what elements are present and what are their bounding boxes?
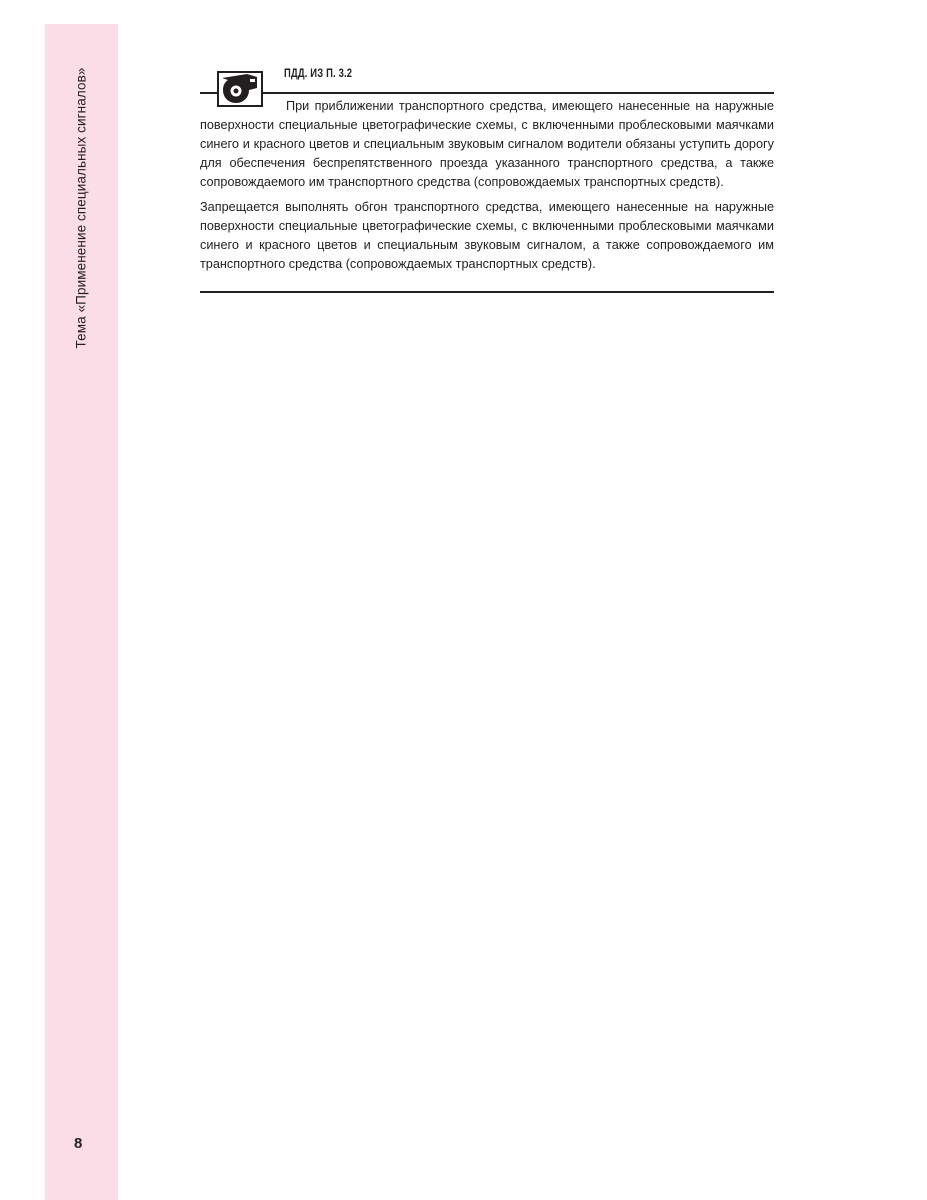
rule-heading: ПДД. ИЗ П. 3.2	[284, 68, 353, 80]
rule-text	[200, 97, 774, 280]
top-rule-right	[263, 92, 774, 94]
rule-paragraph-1: При приближении транспортного средства, имеющего нанесенные на наружные поверхности специальные цветографические схемы, с включенными проблесковыми маячками синего и красного цветов и специальным звуковым сигналом водители обязаны уступить дорогу для обеспечения беспрепятственного проезда указанного транспортного средства, а также сопровождаемого им транспортного средства (сопровождаемых транспортных средств).	[200, 99, 774, 189]
sidebar-topic-title: Тема «Применение специальных сигналов»	[73, 67, 89, 349]
page-number: 8	[74, 1135, 83, 1152]
bottom-rule	[200, 291, 774, 293]
rule-paragraph-2: Запрещается выполнять обгон транспортного средства, имеющего нанесенные на наружные поверхности специальные цветографические схемы, с включенными проблесковыми маячками синего и красного цветов и специальным звуковым сигналом, а также сопровождаемого им транспортного средства (сопровождаемых транспортных средств).	[200, 200, 774, 271]
